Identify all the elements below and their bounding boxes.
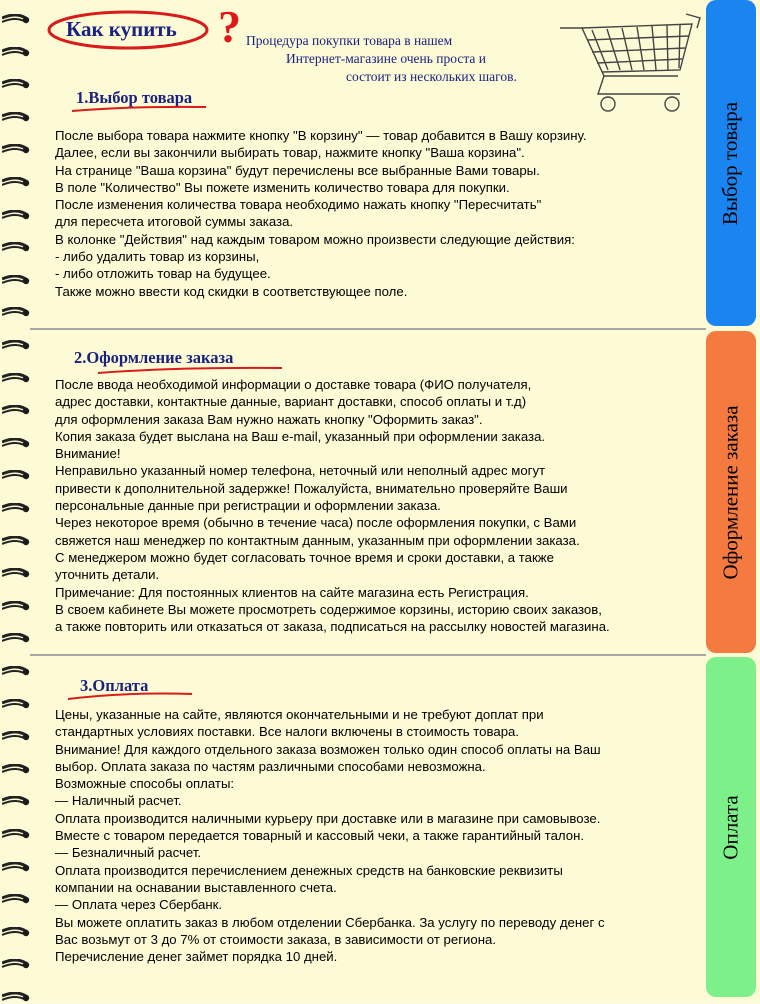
section-body-choose-product xyxy=(55,127,705,300)
body-line: свяжется наш менеджер по контактным данным, указанным при оформлении заказа. xyxy=(55,532,580,548)
body-line: для оформления заказа Вам нужно нажать кнопку "Оформить заказ". xyxy=(55,411,483,427)
tab-checkout[interactable] xyxy=(706,331,756,653)
tab-label: Выбор товара xyxy=(718,101,743,225)
body-line: Также можно ввести код скидки в соответствующее поле. xyxy=(55,283,408,299)
spiral-ring-icon xyxy=(2,438,30,450)
body-line: привести к дополнительной задержке! Пожалуйста, внимательно проверяйте Ваши xyxy=(55,480,568,496)
spiral-ring-icon xyxy=(2,112,30,124)
intro-text xyxy=(246,32,566,86)
tab-choose-product[interactable] xyxy=(706,0,756,326)
body-line: Внимание! xyxy=(55,446,121,462)
section-body-checkout xyxy=(55,376,705,635)
spiral-ring-icon xyxy=(2,210,30,222)
spiral-ring-icon xyxy=(2,47,30,59)
title-underline xyxy=(66,688,196,702)
spiral-ring-icon xyxy=(2,275,30,287)
intro-line: Процедура покупки товара в нашем xyxy=(246,33,453,48)
body-line: В своем кабинете Вы можете просмотреть содержимое корзины, историю своих заказов, xyxy=(55,601,602,617)
body-line: для пересчета итоговой суммы заказа. xyxy=(55,214,294,230)
spiral-ring-icon xyxy=(2,307,30,319)
body-line: С менеджером можно будет согласовать точное время и сроки доставки, а также xyxy=(55,549,554,565)
body-line: адрес доставки, контактные данные, вариант доставки, способ оплаты и т.д) xyxy=(55,394,527,410)
body-line: а также повторить или отказаться от заказа, подписаться на рассылку новостей магазина. xyxy=(55,619,610,635)
body-line: Вместе с товаром передается товарный и кассовый чеки, а также гарантийный талон. xyxy=(55,828,585,844)
section-divider xyxy=(30,328,706,330)
body-line: В поле "Количество" Вы пожете изменить количество товара для покупки. xyxy=(55,179,510,195)
body-line: — Оплата через Сбербанк. xyxy=(55,897,223,913)
body-line: В колонке "Действия" над каждым товаром можно произвести следующие действия: xyxy=(55,231,575,247)
body-line: стандартных условиях поставки. Все налоги включены в стоимость товара. xyxy=(55,724,520,740)
spiral-ring-icon xyxy=(2,405,30,417)
section-title-choose-product: 1.Выбор товара xyxy=(76,88,193,107)
section-title-payment: 3.Оплата xyxy=(80,676,149,695)
body-line: — Безналичный расчет. xyxy=(55,845,202,861)
body-line: Оплата производится наличными курьеру при доставке или в магазине при самовывозе. xyxy=(55,810,601,826)
body-line: После изменения количества товара необходимо нажать кнопку "Пересчитать" xyxy=(55,197,542,213)
section-body-payment xyxy=(55,706,705,965)
spiral-ring-icon xyxy=(2,927,30,939)
question-mark-icon: ? xyxy=(218,1,241,52)
spiral-ring-icon xyxy=(2,340,30,352)
spiral-ring-icon xyxy=(2,796,30,808)
page-title: Как купить xyxy=(66,17,177,41)
body-line: На странице "Ваша корзина" будут перечислены все выбранные Вами товары. xyxy=(55,162,540,178)
spiral-ring-icon xyxy=(2,666,30,678)
title-underline xyxy=(96,362,286,376)
body-line: После ввода необходимой информации о доставке товара (ФИО получателя, xyxy=(55,377,532,392)
spiral-ring-icon xyxy=(2,633,30,645)
body-line: Внимание! Для каждого отдельного заказа возможен только один способ оплаты на Ваш xyxy=(55,741,601,757)
spiral-ring-icon xyxy=(2,536,30,548)
body-line: Вы можете оплатить заказ в любом отделении Сбербанка. За услугу по переводу денег с xyxy=(55,914,605,930)
spiral-ring-icon xyxy=(2,992,30,1004)
spiral-ring-icon xyxy=(2,79,30,91)
body-line: - либо отложить товар на будущее. xyxy=(55,266,271,282)
spiral-ring-icon xyxy=(2,14,30,26)
body-line: - либо удалить товар из корзины, xyxy=(55,249,260,265)
section-divider xyxy=(30,654,706,656)
spiral-ring-icon xyxy=(2,470,30,482)
body-line: Далее, если вы закончили выбирать товар, нажмите кнопку "Ваша корзина". xyxy=(55,145,525,161)
shopping-cart-icon xyxy=(552,10,702,120)
body-line: Копия заказа будет выслана на Ваш e-mail, указанный при оформлении заказа. xyxy=(55,428,546,444)
body-line: Цены, указанные на сайте, являются окончательными и не требуют доплат при xyxy=(55,707,544,722)
body-line: Перечисление денег займет порядка 10 дней. xyxy=(55,949,338,965)
spiral-ring-icon xyxy=(2,699,30,711)
body-line: Через некоторое время (обычно в течение часа) после оформления покупки, с Вами xyxy=(55,515,577,531)
spiral-ring-icon xyxy=(2,242,30,254)
section-title-checkout: 2.Оформление заказа xyxy=(74,348,234,367)
title-underline xyxy=(70,102,210,114)
body-line: — Наличный расчет. xyxy=(55,793,182,809)
spiral-ring-icon xyxy=(2,144,30,156)
body-line: Неправильно указанный номер телефона, неточный или неполный адрес могут xyxy=(55,463,546,479)
spiral-ring-icon xyxy=(2,601,30,613)
intro-line: состоит из нескольких шагов. xyxy=(346,69,517,84)
spiral-ring-icon xyxy=(2,731,30,743)
body-line: компании на оснавании выставленного счета. xyxy=(55,879,337,895)
body-line: Вас возьмут от 3 до 7% от стоимости заказа, в зависимости от региона. xyxy=(55,931,497,947)
spiral-binding xyxy=(0,0,40,1000)
tab-payment[interactable] xyxy=(706,657,756,997)
spiral-ring-icon xyxy=(2,829,30,841)
spiral-ring-icon xyxy=(2,177,30,189)
spiral-ring-icon xyxy=(2,764,30,776)
spiral-ring-icon xyxy=(2,373,30,385)
body-line: Примечание: Для постоянных клиентов на сайте магазина есть Регистрация. xyxy=(55,584,529,600)
spiral-ring-icon xyxy=(2,862,30,874)
body-line: выбор. Оплата заказа по частям различными способами невозможна. xyxy=(55,758,486,774)
tab-label: Оформление заказа xyxy=(718,404,743,580)
body-line: Возможные способы оплаты: xyxy=(55,776,235,792)
body-line: уточнить детали. xyxy=(55,567,160,583)
tab-label: Оплата xyxy=(718,794,743,860)
spiral-ring-icon xyxy=(2,568,30,580)
body-line: После выбора товара нажмите кнопку "В корзину" — товар добавится в Вашу корзину. xyxy=(55,128,587,143)
body-line: Оплата производится перечислением денежных средств на банковские реквизиты xyxy=(55,862,563,878)
spiral-ring-icon xyxy=(2,894,30,906)
spiral-ring-icon xyxy=(2,959,30,971)
intro-line: Интернет-магазине очень проста и xyxy=(286,51,486,66)
spiral-ring-icon xyxy=(2,503,30,515)
body-line: персональные данные при регистрации и оформлении заказа. xyxy=(55,498,441,514)
